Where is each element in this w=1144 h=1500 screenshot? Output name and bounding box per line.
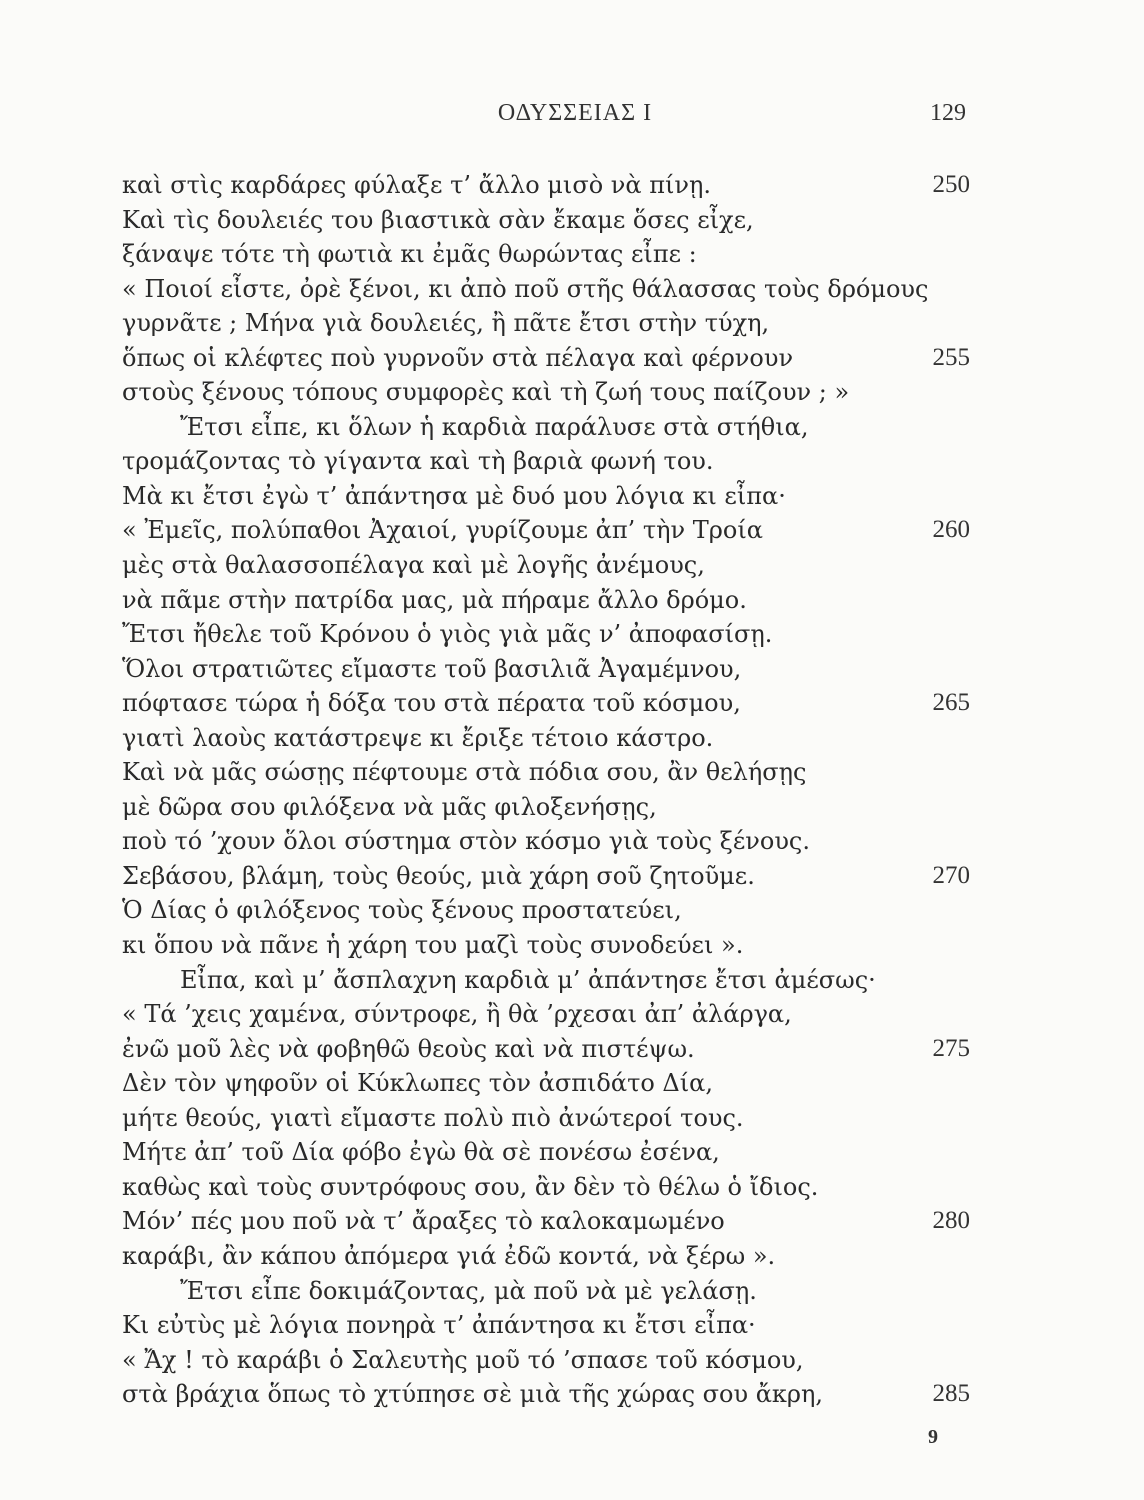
verse-text: « Ποιοί εἶστε, ὀρὲ ξένοι, κι ἀπὸ ποῦ στῆς θάλασσας τοὺς δρόμους bbox=[122, 274, 929, 303]
signature-mark: 9 bbox=[928, 1426, 938, 1448]
line-number: 265 bbox=[932, 689, 970, 717]
verse-line bbox=[122, 479, 982, 514]
line-number: 250 bbox=[932, 171, 970, 198]
verse-text: ὅπως οἱ κλέφτες ποὺ γυρνοῦν στὰ πέλαγα καὶ φέρνουν bbox=[122, 343, 794, 372]
verse-text: Μήτε ἀπ’ τοῦ Δία φόβο ἐγὼ θὰ σὲ πονέσω ἐσένα, bbox=[122, 1138, 720, 1167]
verse-line bbox=[122, 513, 982, 548]
verse-line bbox=[122, 928, 982, 963]
verse-line bbox=[122, 755, 982, 790]
verse-text: « Ἄχ ! τὸ καράβι ὁ Σαλευτὴς μοῦ τό ’σπασε τοῦ κόσμου, bbox=[122, 1345, 804, 1374]
verse-line bbox=[122, 1377, 982, 1412]
verse-text: Ἔτσι εἶπε, κι ὅλων ἡ καρδιὰ παράλυσε στὰ στήθια, bbox=[180, 412, 809, 441]
verse-text: στοὺς ξένους τόπους συμφορὲς καὶ τὴ ζωή τους παίζουν ; » bbox=[122, 378, 850, 407]
verse-text: μὲ δῶρα σου φιλόξενα νὰ μᾶς φιλοξενήσῃς, bbox=[122, 792, 657, 821]
verse-text: νὰ πᾶμε στὴν πατρίδα μας, μὰ πήραμε ἄλλο δρόμο. bbox=[122, 585, 747, 614]
verse-line bbox=[122, 859, 982, 894]
verse-line bbox=[122, 1274, 982, 1309]
verse-text: Καὶ τὶς δουλειές του βιαστικὰ σὰν ἔκαμε ὅσες εἶχε, bbox=[122, 205, 754, 234]
verse-line bbox=[122, 583, 982, 618]
verse-line bbox=[122, 203, 982, 238]
verse-text: Εἶπα, καὶ μ’ ἄσπλαχνη καρδιὰ μ’ ἀπάντησε ἔτσι ἀμέσως· bbox=[180, 965, 876, 994]
verse-line bbox=[122, 306, 982, 341]
page-number: 129 bbox=[930, 100, 966, 126]
verse-line bbox=[122, 1135, 982, 1170]
verse-line bbox=[122, 1308, 982, 1343]
verse-text: γυρνᾶτε ; Μήνα γιὰ δουλειές, ἢ πᾶτε ἔτσι στὴν τύχη, bbox=[122, 309, 770, 338]
verse-line bbox=[122, 410, 982, 445]
verse-text: ποὺ τό ’χουν ὅλοι σύστημα στὸν κόσμο γιὰ τοὺς ξένους. bbox=[122, 827, 810, 856]
verse-line bbox=[122, 1032, 982, 1067]
verse-text: « Ἐμεῖς, πολύπαθοι Ἀχαιοί, γυρίζουμε ἀπ’ τὴν Τροία bbox=[122, 516, 763, 545]
verse-text: Καὶ νὰ μᾶς σώσῃς πέφτουμε στὰ πόδια σου, ἂν θελήσῃς bbox=[122, 758, 807, 787]
line-number: 255 bbox=[932, 343, 970, 371]
verse-text: στὰ βράχια ὅπως τὸ χτύπησε σὲ μιὰ τῆς χώρας σου ἄκρη, bbox=[122, 1380, 824, 1409]
verse-line bbox=[122, 548, 982, 583]
verse-text: Δὲν τὸν ψηφοῦν οἱ Κύκλωπες τὸν ἀσπιδάτο Δία, bbox=[122, 1069, 714, 1098]
verse-text: Σεβάσου, βλάμη, τοὺς θεούς, μιὰ χάρη σοῦ ζητοῦμε. bbox=[122, 861, 755, 890]
verse-text: ξάναψε τότε τὴ φωτιὰ κι ἐμᾶς θωρώντας εἶπε : bbox=[122, 240, 697, 269]
verse-text: Ἔτσι εἶπε δοκιμάζοντας, μὰ ποῦ νὰ μὲ γελάσῃ. bbox=[180, 1276, 757, 1305]
verse-text: Ἔτσι ἤθελε τοῦ Κρόνου ὁ γιὸς γιὰ μᾶς ν’ ἀποφασίσῃ. bbox=[122, 620, 773, 649]
verse-line bbox=[122, 168, 982, 203]
verse-line bbox=[122, 341, 982, 376]
verse-text: « Τά ’χεις χαμένα, σύντροφε, ἢ θὰ ’ρχεσαι ἀπ’ ἀλάργα, bbox=[122, 1000, 792, 1029]
verse-line bbox=[122, 1066, 982, 1101]
verse-text: πόφτασε τώρα ἡ δόξα του στὰ πέρατα τοῦ κόσμου, bbox=[122, 689, 741, 718]
verse-line bbox=[122, 1343, 982, 1378]
line-number: 270 bbox=[932, 861, 970, 889]
verse-text: Ὅλοι στρατιῶτες εἴμαστε τοῦ βασιλιᾶ Ἀγαμέμνου, bbox=[122, 654, 742, 683]
running-title: ΟΔΥΣΣΕΙΑΣ Ι bbox=[497, 100, 653, 126]
verse-text: κι ὅπου νὰ πᾶνε ἡ χάρη του μαζὶ τοὺς συνοδεύει ». bbox=[122, 931, 744, 960]
verse-text: γιατὶ λαοὺς κατάστρεψε κι ἔριξε τέτοιο κάστρο. bbox=[122, 723, 714, 752]
verse-line bbox=[122, 272, 982, 307]
line-number: 285 bbox=[932, 1380, 970, 1408]
verse-text: Ὁ Δίας ὁ φιλόξενος τοὺς ξένους προστατεύει, bbox=[122, 896, 682, 925]
verse-line bbox=[122, 652, 982, 687]
line-number: 280 bbox=[932, 1207, 970, 1235]
verse-line bbox=[122, 617, 982, 652]
verse-text: Κι εὐτὺς μὲ λόγια πονηρὰ τ’ ἀπάντησα κι ἔτσι εἶπα· bbox=[122, 1311, 756, 1340]
verse-line bbox=[122, 686, 982, 721]
verse-text: καὶ στὶς καρδάρες φύλαξε τ’ ἄλλο μισὸ νὰ πίνῃ. bbox=[122, 171, 711, 199]
verse-text: Μόν’ πές μου ποῦ νὰ τ’ ἄραξες τὸ καλοκαμωμένο bbox=[122, 1207, 725, 1236]
verse-line bbox=[122, 893, 982, 928]
line-number: 275 bbox=[932, 1034, 970, 1062]
verse-line bbox=[122, 824, 982, 859]
verse-line bbox=[122, 237, 982, 272]
verse-line bbox=[122, 1101, 982, 1136]
verse-text: καράβι, ἂν κάπου ἀπόμερα γιά ἐδῶ κοντά, νὰ ξέρω ». bbox=[122, 1241, 776, 1270]
verse-text: καθὼς καὶ τοὺς συντρόφους σου, ἂν δὲν τὸ θέλω ὁ ἴδιος. bbox=[122, 1172, 819, 1201]
verse-line bbox=[122, 1204, 982, 1239]
verse-line bbox=[122, 721, 982, 756]
verse-line bbox=[122, 790, 982, 825]
verse-line bbox=[122, 1170, 982, 1205]
verse-line bbox=[122, 444, 982, 479]
verse-text: Μὰ κι ἔτσι ἐγὼ τ’ ἀπάντησα μὲ δυό μου λόγια κι εἶπα· bbox=[122, 481, 786, 510]
verse-line bbox=[122, 375, 982, 410]
line-number: 260 bbox=[932, 516, 970, 544]
verse-line bbox=[122, 963, 982, 998]
verse-block bbox=[122, 168, 982, 1412]
verse-text: μήτε θεούς, γιατὶ εἴμαστε πολὺ πιὸ ἀνώτεροί τους. bbox=[122, 1103, 744, 1132]
verse-line bbox=[122, 997, 982, 1032]
verse-text: μὲς στὰ θαλασσοπέλαγα καὶ μὲ λογῆς ἀνέμους, bbox=[122, 551, 705, 580]
verse-line bbox=[122, 1239, 982, 1274]
verse-text: ἐνῶ μοῦ λὲς νὰ φοβηθῶ θεοὺς καὶ νὰ πιστέψω. bbox=[122, 1034, 695, 1063]
verse-text: τρομάζοντας τὸ γίγαντα καὶ τὴ βαριὰ φωνή του. bbox=[122, 447, 714, 476]
